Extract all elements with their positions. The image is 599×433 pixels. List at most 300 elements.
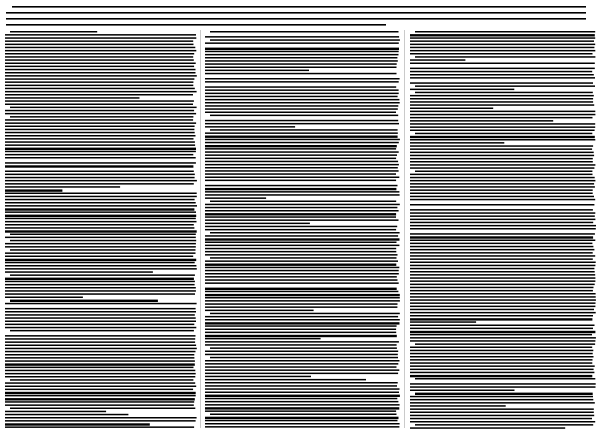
text-line-col-2 [210, 31, 399, 33]
text-line-col-3 [410, 98, 593, 100]
text-line-col-3 [410, 219, 595, 221]
text-line-col-3 [410, 347, 592, 349]
text-line-col-3 [415, 92, 593, 94]
text-line-col-2 [205, 180, 396, 182]
text-line-col-3 [410, 180, 595, 182]
text-line-col-1 [5, 354, 194, 356]
text-line-col-1 [5, 341, 195, 343]
text-line-col-2 [205, 191, 399, 193]
text-line-col-3 [410, 386, 596, 388]
text-line-col-1 [5, 376, 195, 378]
text-line-col-1 [5, 205, 197, 207]
text-line-col-3 [410, 130, 595, 132]
text-line-col-3 [415, 424, 593, 426]
text-line-col-2 [205, 344, 397, 346]
text-line-col-1 [10, 116, 193, 118]
text-line-col-3 [410, 212, 595, 214]
text-line-col-1 [5, 417, 197, 419]
text-line-col-3 [410, 402, 595, 404]
text-line-col-2 [205, 288, 397, 290]
text-line-col-3 [410, 290, 593, 292]
text-line-col-3 [410, 95, 594, 97]
text-line-col-2 [205, 235, 398, 237]
text-line-col-1 [5, 411, 106, 413]
text-line-col-3 [410, 123, 595, 125]
text-line-col-1 [5, 162, 196, 164]
text-line-col-3 [415, 85, 595, 87]
text-line-col-1 [5, 138, 194, 140]
text-line-col-2 [205, 276, 397, 278]
text-line-col-3 [410, 145, 593, 147]
text-line-col-1 [5, 63, 196, 65]
text-line-col-1 [5, 88, 195, 90]
text-line-col-1 [5, 196, 197, 198]
text-line-col-2 [205, 238, 400, 240]
text-line-col-2 [205, 132, 398, 134]
text-line-col-1 [5, 401, 194, 403]
text-line-col-3 [410, 89, 514, 91]
text-line-col-1 [5, 44, 194, 46]
text-line-col-3 [410, 350, 593, 352]
text-line-col-2 [205, 213, 396, 215]
text-line-col-2 [205, 57, 397, 59]
text-line-col-2 [205, 264, 396, 266]
text-line-full-width [6, 18, 586, 20]
text-line-col-1 [5, 135, 196, 137]
text-line-col-3 [415, 378, 595, 380]
text-line-col-2 [210, 313, 400, 315]
text-line-col-1 [5, 230, 197, 232]
text-line-col-2 [205, 207, 397, 209]
text-line-col-2 [205, 161, 398, 163]
text-line-col-3 [410, 293, 596, 295]
text-line-col-3 [410, 53, 593, 55]
text-line-col-3 [410, 415, 594, 417]
text-line-col-3 [410, 325, 595, 327]
text-line-col-1 [5, 183, 194, 185]
text-line-col-3 [410, 233, 595, 235]
text-line-col-2 [205, 60, 398, 62]
text-line-col-1 [5, 186, 120, 188]
text-line-col-1 [5, 208, 194, 210]
text-line-col-3 [410, 321, 476, 323]
text-line-col-1 [5, 278, 194, 280]
text-line-col-2 [205, 245, 399, 247]
text-line-col-2 [205, 270, 399, 272]
text-line-col-3 [410, 284, 595, 286]
text-line-col-2 [205, 164, 399, 166]
text-line-col-1 [5, 66, 194, 68]
text-line-col-3 [410, 189, 593, 191]
text-line-col-2 [205, 392, 399, 394]
text-line-col-3 [410, 252, 593, 254]
text-line-col-2 [210, 257, 397, 259]
text-line-col-3 [410, 82, 593, 84]
text-line-col-2 [205, 89, 399, 91]
text-line-col-2 [205, 216, 396, 218]
text-line-col-2 [205, 382, 398, 384]
text-line-col-2 [205, 148, 396, 150]
text-line-col-2 [205, 78, 400, 80]
text-line-col-3 [410, 418, 592, 420]
text-line-full-width [6, 24, 386, 26]
text-line-col-3 [410, 396, 593, 398]
text-line-col-2 [205, 96, 398, 98]
text-line-col-3 [410, 225, 596, 227]
text-line-col-1 [5, 193, 197, 195]
text-line-col-2 [205, 251, 396, 253]
text-line-col-3 [410, 50, 595, 52]
text-line-col-3 [410, 412, 594, 414]
text-line-col-1 [5, 218, 196, 220]
text-line-col-1 [10, 234, 196, 236]
text-line-col-1 [5, 262, 195, 264]
text-line-col-2 [205, 401, 398, 403]
text-line-col-2 [205, 369, 399, 371]
text-line-col-1 [10, 330, 194, 332]
text-line-col-3 [410, 353, 593, 355]
text-line-col-2 [205, 81, 399, 83]
text-line-col-2 [205, 123, 399, 125]
text-line-col-3 [410, 114, 595, 116]
text-line-col-1 [5, 202, 196, 204]
text-line-col-1 [5, 113, 196, 115]
text-line-col-2 [205, 204, 400, 206]
text-line-col-2 [205, 379, 366, 381]
text-line-col-1 [10, 240, 196, 242]
text-line-col-3 [410, 309, 594, 311]
text-line-col-3 [410, 262, 596, 264]
text-line-col-3 [410, 375, 592, 377]
text-line-col-2 [205, 300, 400, 302]
text-line-col-2 [205, 177, 399, 179]
text-line-col-2 [205, 108, 398, 110]
text-line-col-1 [5, 293, 195, 295]
text-line-col-1 [5, 177, 195, 179]
text-line-col-2 [205, 294, 400, 296]
text-line-col-3 [410, 199, 595, 201]
text-line-col-2 [205, 145, 397, 147]
text-line-col-1 [5, 321, 196, 323]
text-line-col-2 [205, 112, 396, 114]
text-line-col-1 [5, 144, 195, 146]
text-line-col-3 [410, 164, 595, 166]
text-line-col-3 [410, 356, 594, 358]
text-line-col-1 [5, 199, 195, 201]
text-line-col-2 [205, 120, 398, 122]
text-line-col-2 [205, 105, 398, 107]
text-line-col-1 [5, 367, 194, 369]
text-line-col-2 [205, 42, 399, 44]
text-line-col-3 [410, 136, 595, 138]
text-line-col-3 [410, 362, 592, 364]
text-line-col-2 [205, 354, 398, 356]
text-line-col-3 [410, 40, 594, 42]
text-line-col-1 [5, 351, 196, 353]
text-line-col-3 [410, 243, 592, 245]
text-line-col-2 [205, 325, 397, 327]
text-line-col-3 [410, 365, 595, 367]
text-line-col-2 [205, 279, 398, 281]
text-line-col-3 [415, 393, 593, 395]
text-line-col-1 [5, 100, 194, 102]
text-line-col-2 [205, 197, 266, 199]
text-line-col-3 [410, 183, 594, 185]
text-line-col-1 [5, 129, 194, 131]
text-line-col-1 [5, 148, 196, 150]
text-line-col-1 [5, 386, 196, 388]
text-line-col-3 [410, 142, 504, 144]
text-line-col-3 [410, 383, 596, 385]
text-line-col-3 [410, 74, 594, 76]
text-line-col-1 [5, 338, 195, 340]
text-line-col-2 [205, 363, 398, 365]
text-line-col-3 [410, 372, 594, 374]
text-line-col-2 [205, 329, 396, 331]
text-line-col-2 [205, 219, 399, 221]
text-line-col-3 [410, 277, 595, 279]
text-line-col-3 [410, 108, 493, 110]
text-line-col-3 [410, 77, 595, 79]
text-line-col-3 [410, 196, 594, 198]
text-line-col-2 [210, 115, 398, 117]
text-line-col-1 [5, 157, 196, 159]
text-line-col-1 [5, 389, 193, 391]
text-line-col-2 [205, 139, 400, 141]
text-line-col-2 [205, 267, 399, 269]
text-line-col-3 [410, 405, 506, 407]
text-line-col-3 [410, 111, 595, 113]
text-line-col-2 [205, 167, 398, 169]
text-line-col-3 [410, 306, 595, 308]
text-line-col-3 [410, 299, 596, 301]
text-line-col-1 [10, 274, 195, 276]
text-line-col-2 [205, 282, 399, 284]
text-line-col-3 [410, 255, 595, 257]
text-line-col-3 [410, 390, 515, 392]
text-line-col-1 [5, 154, 193, 156]
text-line-col-3 [410, 101, 593, 103]
text-line-col-3 [410, 280, 595, 282]
text-line-col-3 [410, 186, 595, 188]
text-line-col-1 [5, 414, 128, 416]
text-line-col-3 [410, 63, 595, 65]
text-line-col-1 [5, 47, 195, 49]
text-line-col-3 [410, 139, 595, 141]
text-line-full-width [12, 6, 586, 8]
text-line-col-2 [205, 102, 400, 104]
text-line-col-1 [10, 31, 97, 33]
text-line-col-2 [205, 273, 399, 275]
text-line-col-2 [205, 151, 399, 153]
text-line-col-1 [5, 165, 193, 167]
text-line-col-1 [5, 122, 196, 124]
text-line-col-2 [205, 170, 399, 172]
text-line-col-1 [5, 287, 196, 289]
text-line-col-1 [5, 373, 196, 375]
text-line-col-3 [410, 236, 593, 238]
text-line-col-1 [5, 426, 194, 428]
text-line-col-2 [205, 316, 398, 318]
text-line-col-1 [10, 249, 196, 251]
text-line-col-3 [410, 399, 593, 401]
text-line-col-2 [205, 254, 398, 256]
text-line-col-2 [210, 129, 398, 131]
text-line-col-2 [205, 188, 396, 190]
text-line-col-1 [5, 215, 196, 217]
text-line-col-2 [205, 229, 396, 231]
text-line-col-3 [410, 47, 594, 49]
text-line-col-1 [5, 360, 195, 362]
text-line-col-3 [410, 193, 593, 195]
text-line-col-3 [410, 228, 596, 230]
text-line-col-3 [415, 31, 595, 33]
text-line-col-3 [410, 246, 593, 248]
text-line-col-1 [5, 314, 195, 316]
text-line-col-2 [205, 417, 399, 419]
text-line-col-1 [10, 300, 158, 302]
text-line-col-1 [5, 327, 196, 329]
text-line-col-3 [410, 174, 593, 176]
text-line-col-1 [5, 243, 196, 245]
text-line-col-2 [205, 185, 398, 187]
text-line-col-2 [205, 319, 400, 321]
text-line-col-3 [410, 240, 595, 242]
text-line-col-1 [5, 40, 193, 42]
text-line-col-2 [205, 136, 398, 138]
text-line-col-3 [410, 155, 594, 157]
text-line-col-2 [205, 194, 400, 196]
text-line-col-3 [410, 215, 595, 217]
text-line-col-1 [5, 141, 195, 143]
text-line-col-3 [410, 302, 596, 304]
text-line-col-2 [205, 306, 397, 308]
text-line-col-1 [5, 189, 62, 191]
text-line-col-2 [210, 357, 398, 359]
text-line-col-1 [5, 81, 193, 83]
text-line-col-2 [210, 347, 397, 349]
text-line-col-3 [415, 56, 595, 58]
text-line-col-1 [5, 308, 196, 310]
text-line-col-3 [410, 222, 593, 224]
text-line-col-3 [410, 258, 593, 260]
column-separator [200, 30, 201, 428]
text-line-col-3 [410, 427, 565, 429]
text-line-col-3 [410, 359, 593, 361]
text-line-col-2 [205, 248, 396, 250]
text-line-col-2 [205, 404, 400, 406]
text-line-col-2 [205, 338, 321, 340]
text-line-col-1 [5, 171, 194, 173]
text-line-col-1 [5, 151, 196, 153]
text-line-col-1 [5, 180, 197, 182]
text-line-col-1 [10, 408, 195, 410]
text-line-col-1 [5, 252, 196, 254]
text-line-col-3 [410, 271, 595, 273]
text-line-col-3 [410, 104, 594, 106]
text-line-col-3 [410, 318, 592, 320]
text-line-col-2 [205, 260, 398, 262]
text-line-col-3 [410, 312, 596, 314]
text-line-col-3 [410, 315, 593, 317]
text-line-col-3 [410, 331, 595, 333]
text-line-col-1 [5, 91, 197, 93]
text-line-col-3 [410, 148, 592, 150]
text-line-col-2 [205, 376, 311, 378]
text-line-col-3 [410, 249, 594, 251]
text-line-col-1 [5, 132, 195, 134]
text-line-col-1 [5, 174, 195, 176]
text-line-col-1 [5, 53, 194, 55]
text-line-col-3 [410, 152, 594, 154]
text-line-col-2 [205, 93, 399, 95]
text-line-col-2 [205, 51, 399, 53]
text-line-col-1 [5, 265, 196, 267]
text-line-col-2 [205, 48, 399, 50]
text-line-col-1 [5, 221, 197, 223]
text-line-col-1 [5, 398, 195, 400]
text-line-col-3 [410, 274, 595, 276]
text-line-col-3 [410, 334, 592, 336]
text-line-col-1 [5, 420, 196, 422]
text-line-col-1 [5, 126, 195, 128]
text-line-col-1 [5, 85, 193, 87]
text-line-col-2 [205, 322, 400, 324]
text-line-col-2 [210, 39, 400, 41]
text-line-col-2 [205, 223, 310, 225]
text-line-col-1 [5, 392, 196, 394]
text-line-col-1 [5, 348, 197, 350]
text-line-col-2 [210, 232, 400, 234]
text-line-col-2 [205, 303, 398, 305]
text-line-col-2 [205, 36, 399, 38]
text-line-col-1 [5, 34, 196, 36]
text-line-col-2 [205, 366, 397, 368]
text-line-col-2 [205, 99, 399, 101]
text-line-col-1 [5, 335, 196, 337]
text-line-col-3 [410, 265, 595, 267]
text-line-col-2 [205, 173, 396, 175]
text-line-col-2 [205, 423, 400, 425]
text-line-col-1 [5, 259, 196, 261]
text-line-col-2 [205, 341, 399, 343]
text-line-col-2 [205, 126, 295, 128]
text-line-col-2 [205, 54, 399, 56]
text-line-col-2 [205, 291, 398, 293]
text-line-col-3 [410, 34, 595, 36]
text-line-col-1 [5, 370, 195, 372]
text-line-col-3 [410, 161, 593, 163]
text-line-col-2 [205, 226, 397, 228]
text-line-col-1 [5, 50, 196, 52]
text-line-col-3 [410, 408, 594, 410]
text-line-col-1 [5, 284, 195, 286]
text-line-col-2 [205, 373, 398, 375]
text-line-col-3 [410, 120, 553, 122]
text-line-col-2 [205, 67, 397, 69]
text-line-col-1 [5, 72, 196, 74]
text-line-col-1 [5, 104, 193, 106]
text-line-col-3 [410, 268, 594, 270]
text-line-col-1 [5, 227, 194, 229]
text-line-col-2 [210, 414, 397, 416]
text-line-col-2 [205, 242, 397, 244]
text-line-col-2 [205, 70, 309, 72]
text-line-col-1 [5, 382, 195, 384]
text-line-col-1 [5, 256, 193, 258]
text-line-col-2 [205, 351, 398, 353]
text-line-col-2 [205, 86, 396, 88]
